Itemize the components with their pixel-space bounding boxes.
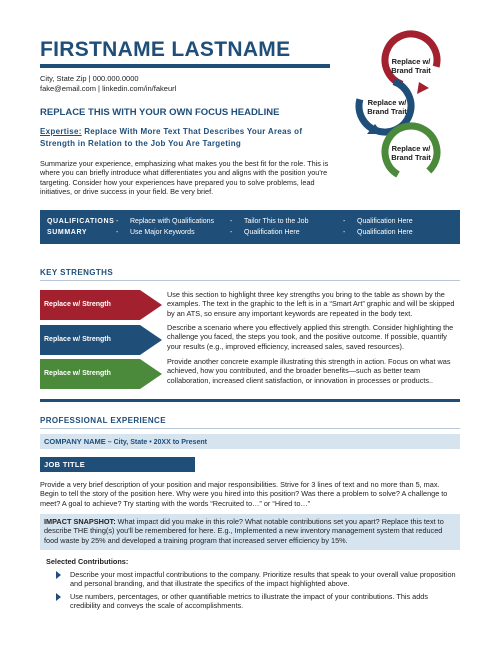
job-title: JOB TITLE <box>40 457 195 472</box>
company-details: – City, State • 20XX to Present <box>105 439 207 446</box>
company-bar <box>40 434 460 449</box>
qualifications-col-2 <box>230 216 308 238</box>
qualifications-title <box>47 216 114 238</box>
focus-headline: REPLACE THIS WITH YOUR OWN FOCUS HEADLINE <box>40 107 280 118</box>
impact-text: What impact did you make in this role? What notable contributions set you apart? Replace this text to describe THE thing(s) you'll be remembered for here. E.g., Implemented a new inventory management system that reduced food waste by 25% and developed a training program that increased server efficiency by 15%. <box>44 517 444 545</box>
company-name: COMPANY NAME <box>44 437 106 446</box>
contact-info <box>40 74 176 94</box>
job-description: Provide a very brief description of your position and major responsibilities. Strive for 3 lines of text and no more than 5, max. Begin to tell the story of the position here. Why were you hired into this position? Was there a problem to solve? A challenge to meet? A goal to achieve? Try starting with the words “Recruited to…” or “Hired to…” <box>40 480 448 508</box>
qualification-item: - Use Major Keywords <box>116 227 214 238</box>
professional-experience-title: PROFESSIONAL EXPERIENCE <box>40 416 166 425</box>
qualification-item: - Qualification Here <box>343 216 413 227</box>
brand-trait-label-3: Replace w/ Brand Trait <box>391 144 431 162</box>
bullet-arrow-icon <box>56 571 61 579</box>
key-strengths-rule <box>40 280 460 281</box>
strength-description-1: Use this section to highlight three key strengths you bring to the table as shown by the examples. The text in the graphic to the left is in a “Smart Art” graphic and will be skipped by an ATS, so ensure any important keywords are repeated in the body text. <box>167 290 455 318</box>
expertise-text: Replace With More Text That Describes Your Areas of Strength in Relation to the Job You Are Targeting <box>40 127 303 148</box>
key-strengths-title: KEY STRENGTHS <box>40 268 114 277</box>
expertise-lead: Expertise: <box>40 127 82 136</box>
contribution-text: Use numbers, percentages, or other quantifiable metrics to illustrate the impact of your contributions. This adds credibility and conveys the scale of accomplishments. <box>70 592 428 611</box>
qualification-item: - Qualification Here <box>343 227 413 238</box>
impact-snapshot <box>40 514 460 550</box>
qualification-item: - Qualification Here <box>230 227 308 238</box>
strength-arrow-label-2: Replace w/ Strength <box>44 336 111 343</box>
qualification-item: - Tailor This to the Job <box>230 216 308 227</box>
contact-line-location-phone: City, State Zip | 000.000.0000 <box>40 74 139 83</box>
strength-arrow-label-3: Replace w/ Strength <box>44 370 111 377</box>
qualifications-title-line1: QUALIFICATIONS <box>47 218 115 225</box>
experience-rule <box>40 428 460 429</box>
contribution-text: Describe your most impactful contributions to the company. Prioritize results that speak to your overall value proposition and personal branding, and that illustrate the specifics of the impact highlighted above. <box>70 570 456 589</box>
section-divider <box>40 399 460 402</box>
candidate-name: FIRSTNAME LASTNAME <box>40 38 291 61</box>
qualifications-col-3 <box>343 216 413 238</box>
contact-line-email-linkedin: fake@email.com | linkedin.com/in/fakeurl <box>40 84 177 93</box>
strength-description-2: Describe a scenario where you effectively applied this strength. Consider highlighting the challenge you faced, the steps you took, and the positive outcome. If possible, quantify your results (e.g., improved efficiency, increased sales, saved resources). <box>167 323 454 351</box>
qualification-item: - Replace with Qualifications <box>116 216 214 227</box>
contribution-bullet <box>56 592 460 611</box>
brand-trait-label-2: Replace w/ Brand Trait <box>367 98 407 116</box>
name-divider <box>40 64 330 68</box>
strength-arrow-label-1: Replace w/ Strength <box>44 301 111 308</box>
qualifications-summary-box <box>40 210 460 244</box>
qualifications-col-1 <box>116 216 214 238</box>
qualifications-title-line2: SUMMARY <box>47 229 88 236</box>
strength-description-3: Provide another concrete example illustrating this strength in action. Focus on what was achieved, how you contributed, and the broader benefits—such as better team collaboration, increased client satisfaction, or innovation in processes or products.. <box>167 357 451 385</box>
bullet-arrow-icon <box>56 593 61 601</box>
impact-lead: IMPACT SNAPSHOT: <box>44 517 116 526</box>
brand-trait-label-1: Replace w/ Brand Trait <box>391 57 431 75</box>
selected-contributions-title: Selected Contributions: <box>46 557 129 566</box>
contribution-bullet <box>56 570 460 589</box>
summary-paragraph: Summarize your experience, emphasizing what makes you the best fit for the role. This is where you can briefly introduce what differentiates you and aligns with the position you're targeting. Consider how your experiences have prepared you to solve problems, lead initiatives, or drive success in your field. Be very brief. <box>40 159 329 197</box>
expertise-statement <box>40 126 340 150</box>
brand-trait-arrow-red <box>417 82 429 94</box>
